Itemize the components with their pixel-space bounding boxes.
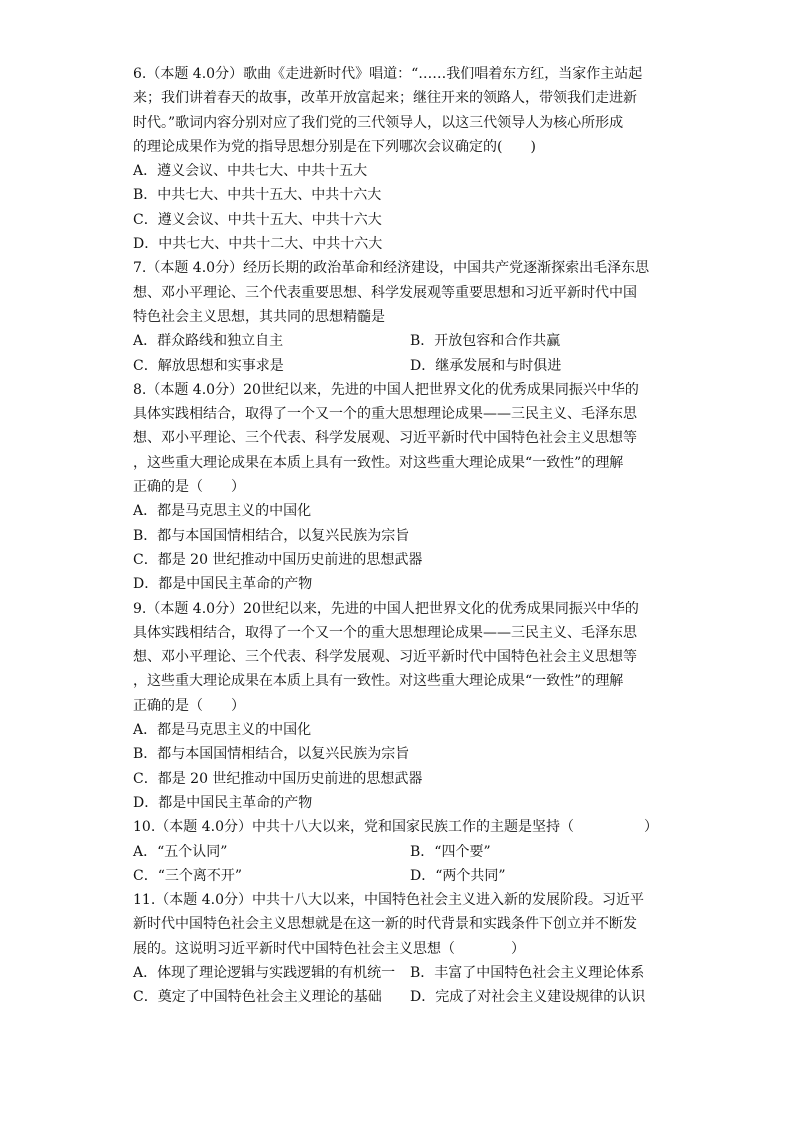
question-10	[133, 815, 673, 888]
question-7	[133, 256, 673, 377]
option-c: C．都是 20 世纪推动中国历史前进的思想武器	[133, 770, 423, 787]
option-a: A．都是马克思主义的中国化	[133, 722, 312, 739]
question-stem	[133, 256, 673, 329]
option-d: D．完成了对社会主义建设规律的认识	[410, 989, 646, 1006]
stem-line: 时代。”歌词内容分别对应了我们党的三代领导人，以这三代领导人为核心所形成	[133, 114, 624, 131]
options-row	[133, 961, 673, 985]
option-b: B．开放包容和合作共赢	[410, 333, 561, 350]
option-c: C．奠定了中国特色社会主义理论的基础	[133, 989, 382, 1006]
option-a: A．都是马克思主义的中国化	[133, 503, 312, 520]
stem-line: 10.（本题 4.0分）中共十八大以来，党和国家民族工作的主题是坚持（ ）	[133, 819, 658, 836]
question-11	[133, 888, 673, 1009]
option-d: D．都是中国民主革命的产物	[133, 794, 313, 811]
question-9	[133, 597, 673, 816]
stem-line: 8.（本题 4.0分）20世纪以来，先进的中国人把世界文化的优秀成果同振兴中华的	[133, 381, 639, 398]
stem-line: 来；我们讲着春天的故事，改革开放富起来；继往开来的领路人，带领我们走进新	[133, 90, 637, 107]
option-b: B．“四个要”	[410, 843, 491, 860]
option-c: C．解放思想和实事求是	[133, 357, 284, 374]
option-a: A．群众路线和独立自主	[133, 333, 284, 350]
option-d: D．都是中国民主革命的产物	[133, 576, 313, 593]
question-6	[133, 62, 673, 256]
stem-line: 7.（本题 4.0分）经历长期的政治革命和经济建设，中国共产党逐渐探索出毛泽东思	[133, 260, 650, 277]
options-row	[133, 985, 673, 1009]
stem-line: 9.（本题 4.0分）20世纪以来，先进的中国人把世界文化的优秀成果同振兴中华的	[133, 600, 639, 617]
stem-line: 的理论成果作为党的指导思想分别是在下列哪次会议确定的( )	[133, 138, 536, 155]
options-row	[133, 840, 673, 864]
option-b: B．都与本国国情相结合，以复兴民族为宗旨	[133, 527, 410, 544]
question-stem	[133, 62, 673, 159]
option-b: B．丰富了中国特色社会主义理论体系	[410, 964, 645, 981]
options-row	[133, 864, 673, 888]
option-a: A．“五个认同”	[133, 843, 228, 860]
options-row	[133, 329, 673, 353]
stem-line: 展的。这说明习近平新时代中国特色社会主义思想（ ）	[133, 940, 525, 957]
question-stem	[133, 378, 673, 499]
question-stem	[133, 597, 673, 718]
option-a: A．体现了理论逻辑与实践逻辑的有机统一	[133, 964, 396, 981]
question-stem	[133, 888, 673, 961]
stem-line: 想、邓小平理论、三个代表、科学发展观、习近平新时代中国特色社会主义思想等	[133, 430, 637, 447]
question-8	[133, 378, 673, 597]
stem-line: 具体实践相结合，取得了一个又一个的重大思想理论成果——三民主义、毛泽东思	[133, 624, 637, 641]
stem-line: 新时代中国特色社会主义思想就是在这一新的时代背景和实践条件下创立并不断发	[133, 916, 637, 933]
option-d: D．继承发展和与时俱进	[410, 357, 562, 374]
option-d: D．中共七大、中共十二大、中共十六大	[133, 236, 383, 253]
stem-line: 6.（本题 4.0分）歌曲《走进新时代》唱道：“……我们唱着东方红，当家作主站起	[133, 66, 643, 82]
stem-line: ，这些重大理论成果在本质上具有一致性。对这些重大理论成果“一致性”的理解	[133, 673, 624, 690]
stem-line: 正确的是（ ）	[133, 479, 245, 496]
option-b: B．中共七大、中共十五大、中共十六大	[133, 187, 382, 204]
stem-line: 正确的是（ ）	[133, 697, 245, 714]
option-c: C．“三个离不开”	[133, 867, 243, 884]
options-row	[133, 354, 673, 378]
stem-line: 特色社会主义思想，其共同的思想精髓是	[133, 308, 385, 325]
exam-page	[133, 62, 673, 1010]
question-stem	[133, 815, 673, 839]
stem-line: 11.（本题 4.0分）中共十八大以来，中国特色社会主义进入新的发展阶段。习近平	[133, 892, 644, 909]
stem-line: 具体实践相结合，取得了一个又一个的重大思想理论成果——三民主义、毛泽东思	[133, 406, 637, 423]
stem-line: ，这些重大理论成果在本质上具有一致性。对这些重大理论成果“一致性”的理解	[133, 454, 624, 471]
stem-line: 想、邓小平理论、三个代表重要思想、科学发展观等重要思想和习近平新时代中国	[133, 284, 637, 301]
option-b: B．都与本国国情相结合，以复兴民族为宗旨	[133, 746, 410, 763]
option-c: C．遵义会议、中共十五大、中共十六大	[133, 211, 382, 228]
stem-line: 想、邓小平理论、三个代表、科学发展观、习近平新时代中国特色社会主义思想等	[133, 649, 637, 666]
option-c: C．都是 20 世纪推动中国历史前进的思想武器	[133, 551, 423, 568]
option-d: D．“两个共同”	[410, 867, 506, 884]
option-a: A．遵义会议、中共七大、中共十五大	[133, 163, 368, 180]
